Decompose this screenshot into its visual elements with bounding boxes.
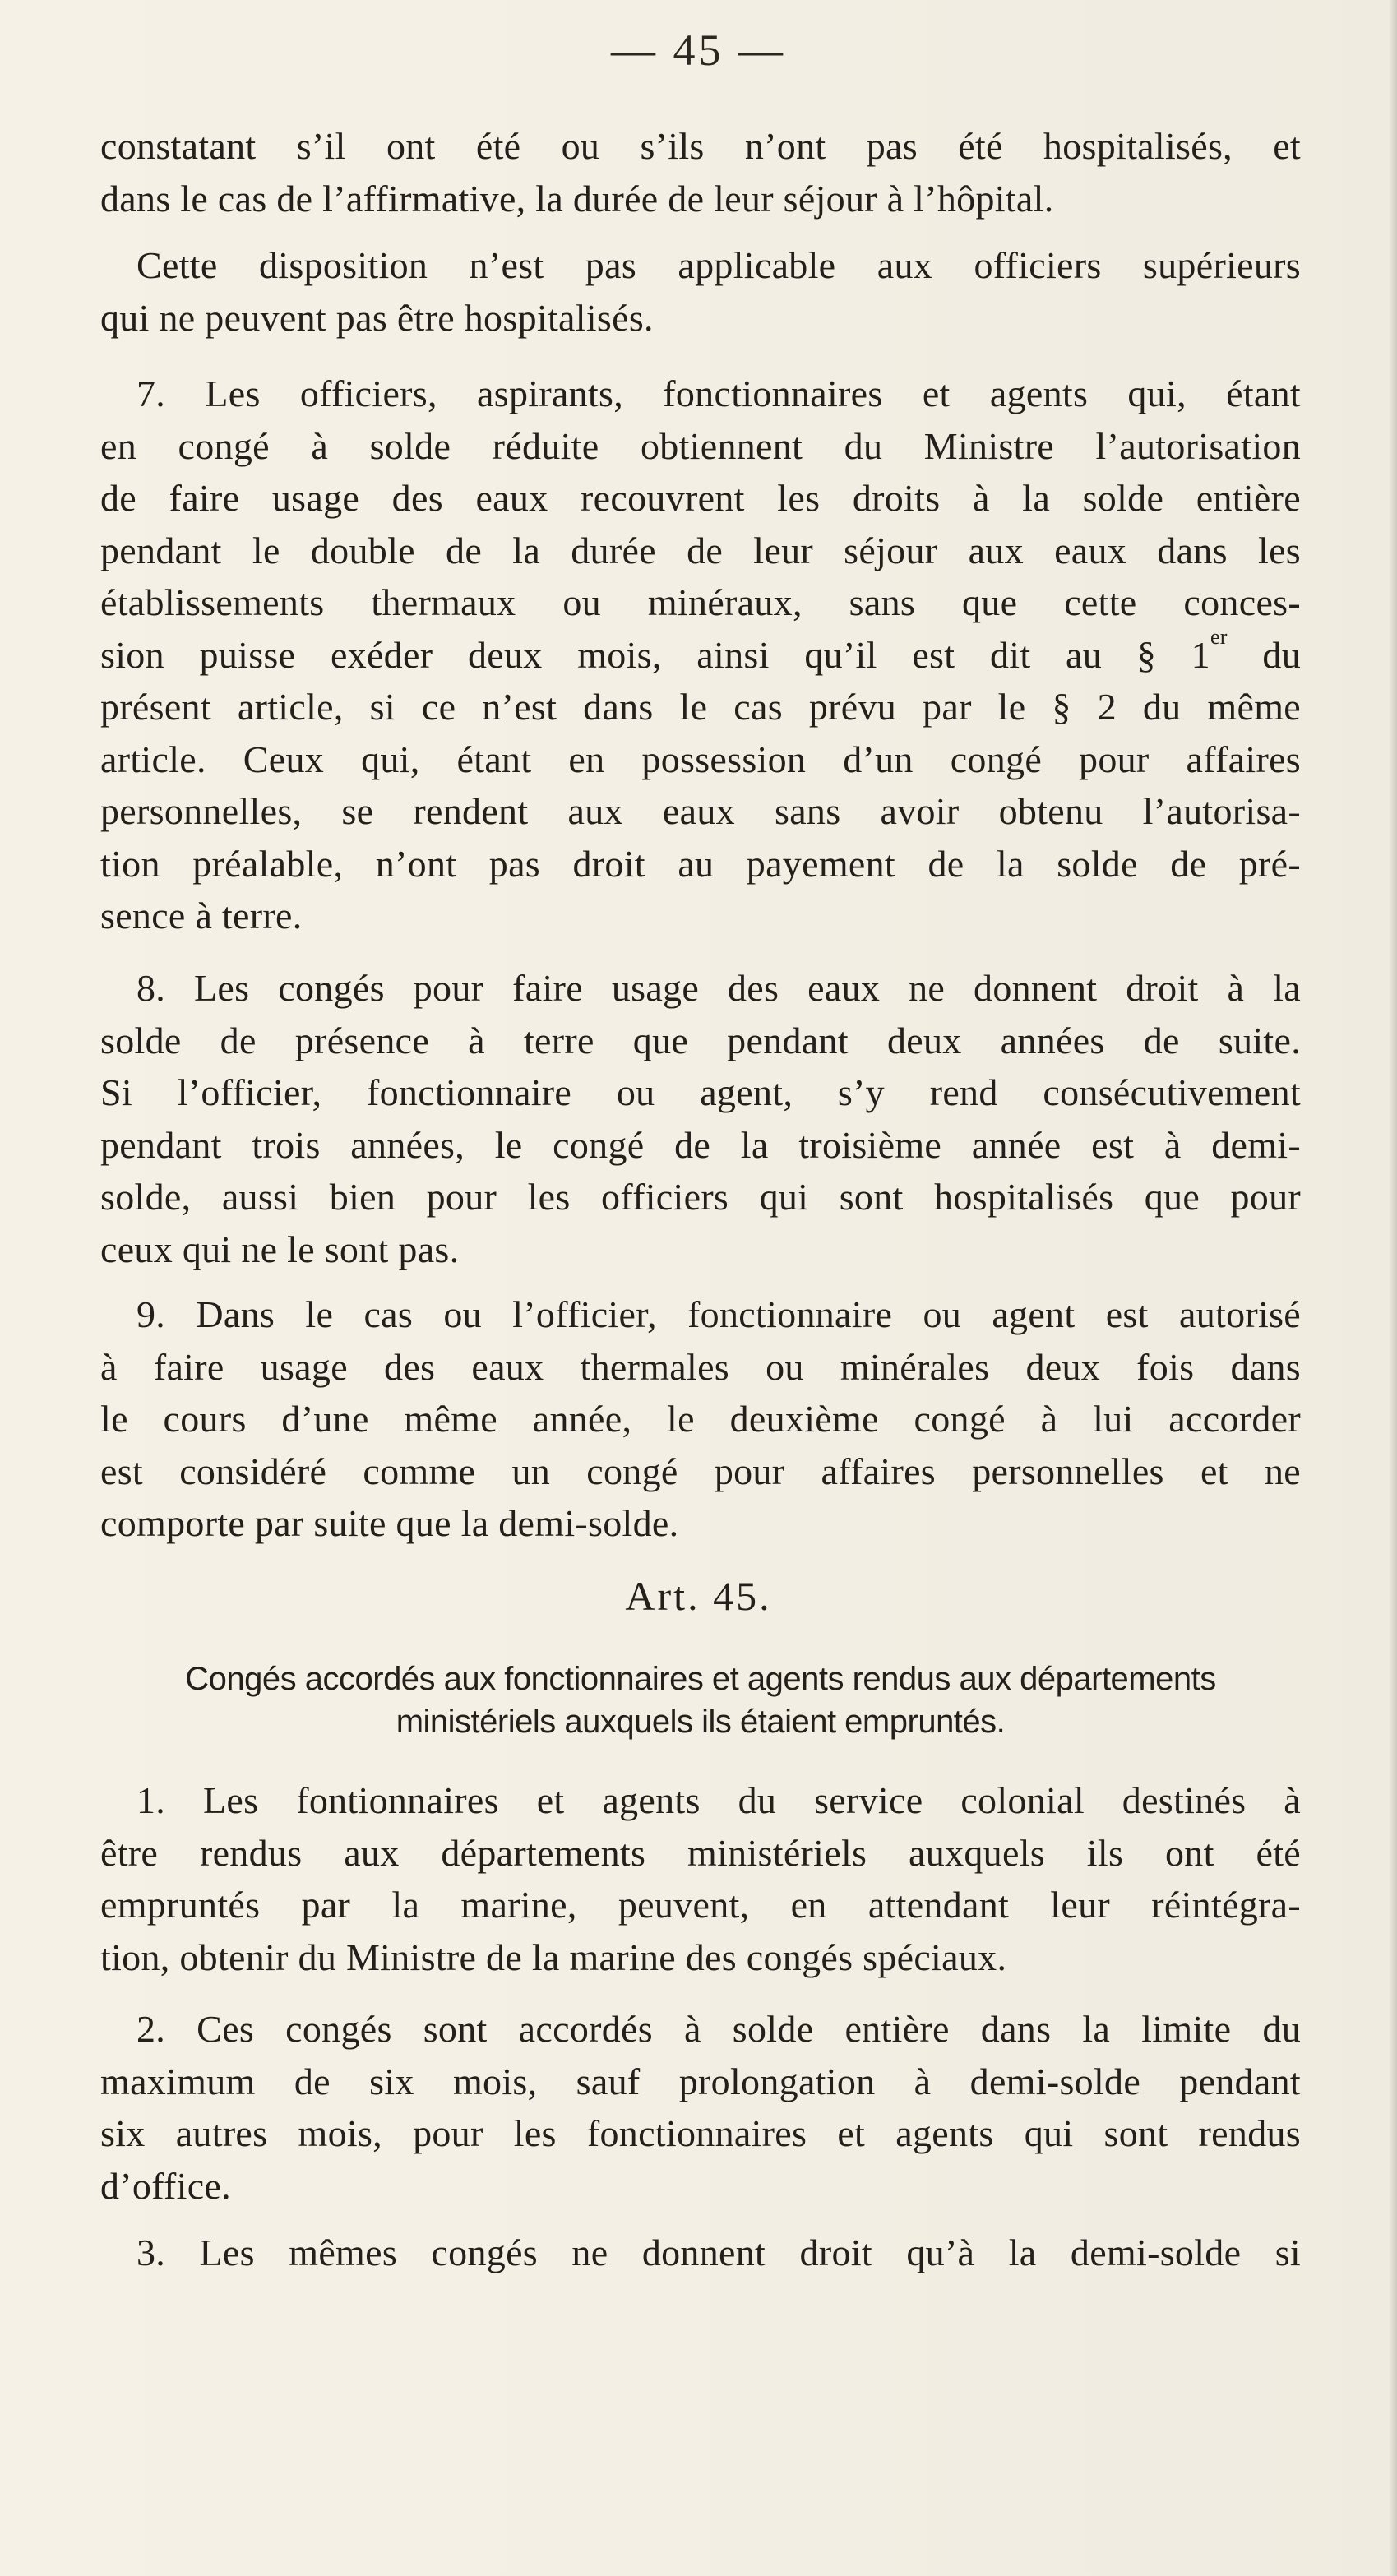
text-line: à faire usage des eaux thermales ou minérales deux fois dans — [100, 1345, 1301, 1388]
text-line: en congé à solde réduite obtiennent du Ministre l’autorisation — [100, 424, 1301, 467]
text-line: 9. Dans le cas ou l’officier, fonctionnaire ou agent est autorisé — [136, 1293, 1301, 1335]
text-line: solde de présence à terre que pendant deux années de suite. — [100, 1019, 1301, 1061]
intro-paragraph — [100, 120, 1301, 224]
text-line: personnelles, se rendent aux eaux sans avoir obtenu l’autorisa- — [100, 790, 1301, 832]
subheading-line: ministériels auxquels ils étaient empruntés. — [396, 1704, 1006, 1740]
text-line: d’office. — [100, 2164, 231, 2207]
text-line: maximum de six mois, sauf prolongation à demi-solde pendant — [100, 2060, 1301, 2102]
text-fragment: du — [1227, 633, 1302, 676]
text-line: empruntés par la marine, peuvent, en attendant leur réintégra- — [100, 1884, 1301, 1926]
text-line: pendant trois années, le congé de la troisième année est à demi- — [100, 1123, 1301, 1166]
text-line: Si l’officier, fonctionnaire ou agent, s’y rend consécutivement — [100, 1071, 1301, 1113]
text-line: qui ne peuvent pas être hospitalisés. — [100, 296, 654, 339]
text-line: solde, aussi bien pour les officiers qui sont hospitalisés que pour — [100, 1176, 1301, 1218]
text-line: tion, obtenir du Ministre de la marine des congés spéciaux. — [100, 1935, 1007, 1978]
text-line: comporte par suite que la demi-solde. — [100, 1502, 679, 1544]
text-line: constatant s’il ont été ou s’ils n’ont pas été hospitalisés, et — [100, 125, 1301, 167]
page-edge-shadow — [1389, 0, 1397, 2576]
page-number: — 45 — — [611, 25, 786, 75]
text-line: de faire usage des eaux recouvrent les droits à la solde entière — [100, 477, 1301, 519]
text-line: est considéré comme un congé pour affaires personnelles et ne — [100, 1450, 1301, 1492]
text-line: Cette disposition n’est pas applicable aux officiers supérieurs — [136, 244, 1301, 286]
subheading-line: Congés accordés aux fonctionnaires et agents rendus aux départements — [185, 1661, 1216, 1697]
superscript: er — [1210, 624, 1228, 649]
text-line: 7. Les officiers, aspirants, fonctionnaires et agents qui, étant — [136, 372, 1301, 414]
text-line: sence à terre. — [100, 895, 303, 937]
text-fragment: sion puisse exéder deux mois, ainsi qu’il est dit au § 1 — [100, 633, 1210, 676]
paragraph-8 — [100, 962, 1301, 1275]
text-line: pendant le double de la durée de leur séjour aux eaux dans les — [100, 529, 1301, 571]
text-line-with-superscript — [100, 624, 1302, 682]
paragraph-9 — [100, 1288, 1301, 1550]
text-line: 1. Les fontionnaires et agents du service colonial destinés à — [136, 1779, 1301, 1821]
text-line: six autres mois, pour les fonctionnaires et agents qui sont rendus — [100, 2112, 1301, 2154]
text-line: être rendus aux départements ministériels auxquels ils ont été — [100, 1831, 1301, 1874]
text-line: 3. Les mêmes congés ne donnent droit qu’à la demi-solde si — [136, 2231, 1301, 2273]
text-line: 2. Ces congés sont accordés à solde entière dans la limite du — [136, 2008, 1301, 2050]
text-line: 8. Les congés pour faire usage des eaux ne donnent droit à la — [136, 967, 1301, 1009]
article-paragraph-1 — [100, 1774, 1301, 1983]
text-line: établissements thermaux ou minéraux, sans que cette conces- — [100, 581, 1301, 623]
text-line: dans le cas de l’affirmative, la durée de leur séjour à l’hôpital. — [100, 177, 1054, 220]
text-line: le cours d’une même année, le deuxième congé à lui accorder — [100, 1398, 1301, 1440]
text-line: tion préalable, n’ont pas droit au payement de la solde de pré- — [100, 842, 1301, 885]
article-paragraph-2 — [100, 2003, 1301, 2212]
article-paragraph-3 — [100, 2227, 1301, 2279]
paragraph-cette-disposition — [100, 239, 1301, 344]
article-heading: Art. 45. — [625, 1573, 772, 1619]
article-subheading — [100, 1658, 1301, 1743]
text-line: présent article, si ce n’est dans le cas prévu par le § 2 du même — [100, 686, 1301, 728]
paragraph-7 — [100, 368, 1301, 942]
text-line: article. Ceux qui, étant en possession d’un congé pour affaires — [100, 738, 1301, 780]
text-line: ceux qui ne le sont pas. — [100, 1228, 460, 1270]
